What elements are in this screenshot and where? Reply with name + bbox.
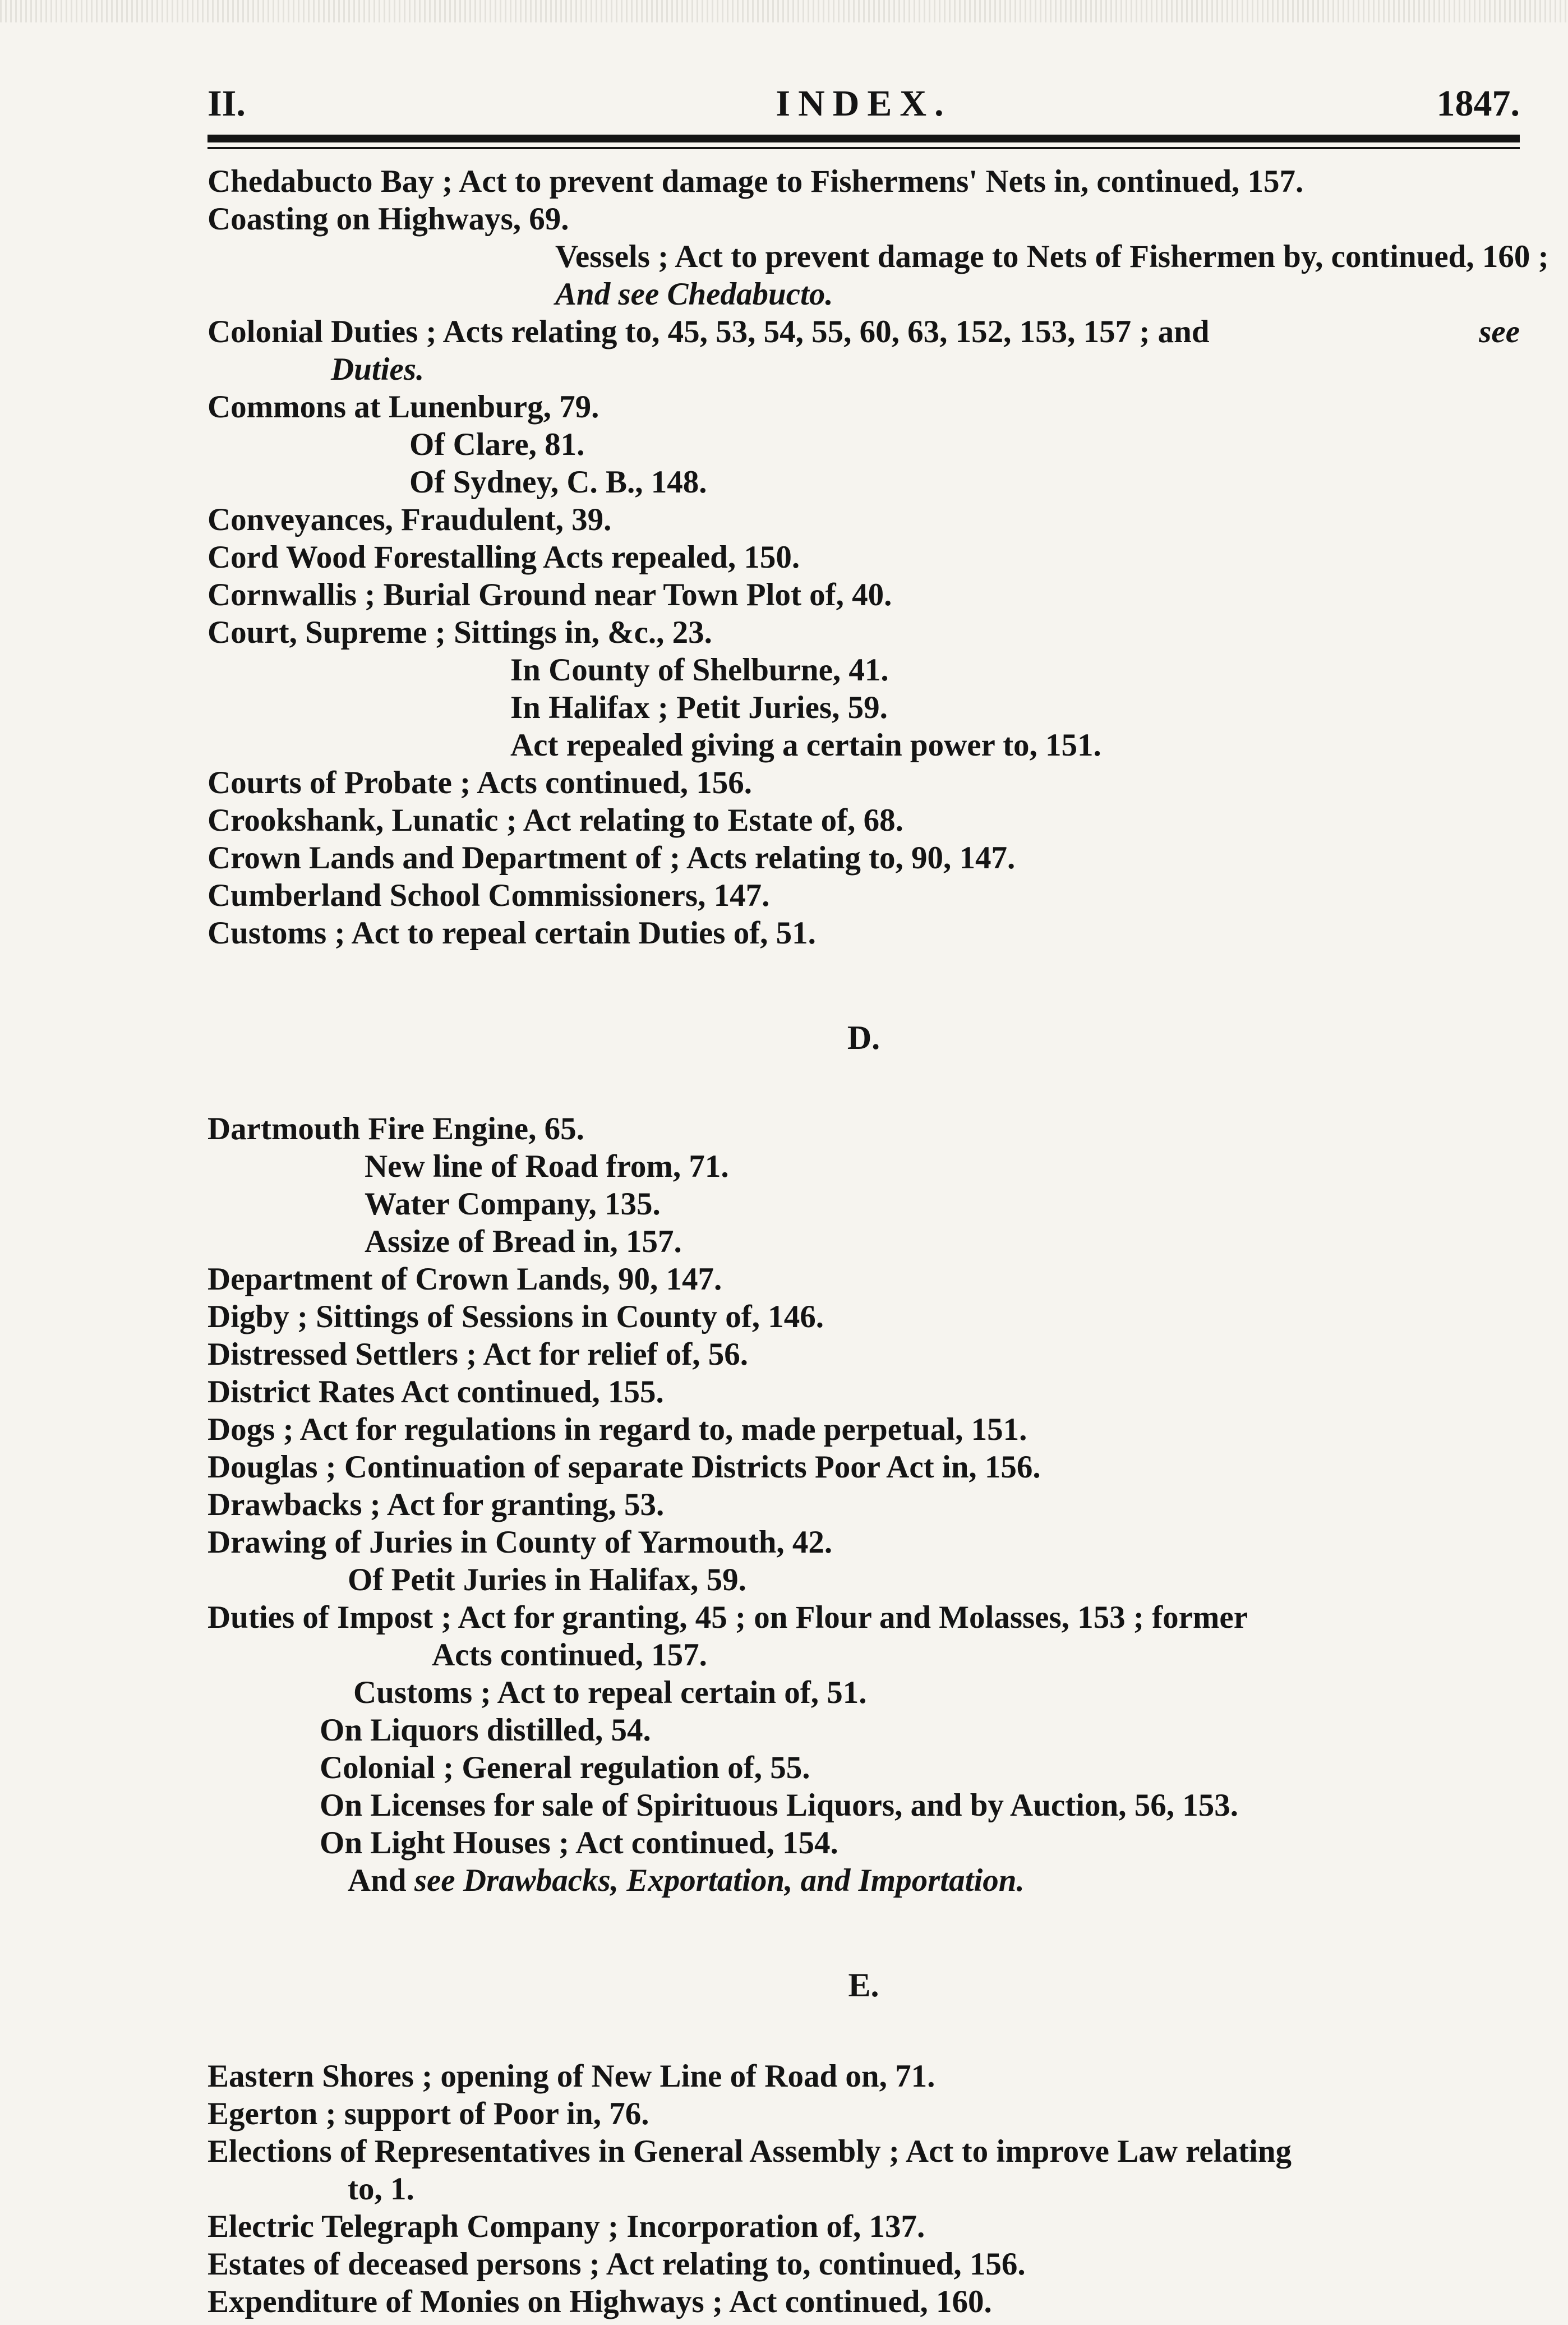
scan-edge bbox=[0, 0, 1568, 22]
index-subentry: Of Petit Juries in Halifax, 59. bbox=[348, 1562, 746, 1597]
index-entry: Commons at Lunenburg, 79. bbox=[207, 389, 599, 425]
index-subentry: Customs ; Act to repeal certain of, 51. bbox=[353, 1675, 867, 1710]
index-entry: Dogs ; Act for regulations in regard to, made perpetual, 151. bbox=[207, 1412, 1027, 1447]
index-subentry: Of Sydney, C. B., 148. bbox=[409, 464, 707, 500]
cross-reference-text: see Drawbacks, Exportation, and Importation. bbox=[414, 1863, 1025, 1898]
index-subentry: Vessels ; Act to prevent damage to Nets of Fishermen by, continued, 160 ; bbox=[555, 239, 1549, 274]
index-entry bbox=[207, 313, 1520, 351]
index-entry: Drawbacks ; Act for granting, 53. bbox=[207, 1487, 665, 1522]
page-title: INDEX. bbox=[776, 83, 952, 124]
index-entry: Court, Supreme ; Sittings in, &c., 23. bbox=[207, 615, 712, 650]
index-subentry: Water Company, 135. bbox=[365, 1186, 661, 1222]
index-entry: Electric Telegraph Company ; Incorporation of, 137. bbox=[207, 2209, 925, 2244]
index-subentry: In Halifax ; Petit Juries, 59. bbox=[510, 690, 888, 725]
index-entry: Digby ; Sittings of Sessions in County of, 146. bbox=[207, 1299, 824, 1334]
index-entry: Expenditure of Monies on Highways ; Act continued, 160. bbox=[207, 2284, 992, 2319]
index-entry: Douglas ; Continuation of separate Districts Poor Act in, 156. bbox=[207, 1449, 1041, 1485]
page-header bbox=[207, 73, 1520, 135]
index-subentry: Acts continued, 157. bbox=[432, 1637, 707, 1673]
index-subentry: Of Clare, 81. bbox=[409, 427, 585, 462]
cross-reference-text: Duties. bbox=[331, 352, 425, 387]
index-subentry: New line of Road from, 71. bbox=[365, 1149, 729, 1184]
index-subentry: Assize of Bread in, 157. bbox=[365, 1224, 682, 1259]
index-entry: Elections of Representatives in General Assembly ; Act to improve Law relating bbox=[207, 2134, 1292, 2169]
section-letter-e: E. bbox=[848, 1967, 879, 2004]
section-letter-d: D. bbox=[847, 1019, 880, 1056]
index-content bbox=[207, 163, 1549, 2321]
index-cross-reference bbox=[207, 351, 1520, 388]
index-subentry: On Licenses for sale of Spirituous Liquors, and by Auction, 56, 153. bbox=[320, 1788, 1238, 1823]
page-year: 1847. bbox=[1436, 83, 1520, 124]
index-entry: Cumberland School Commissioners, 147. bbox=[207, 878, 770, 913]
index-entry: Cord Wood Forestalling Acts repealed, 150. bbox=[207, 540, 800, 575]
index-entry: Distressed Settlers ; Act for relief of, 56. bbox=[207, 1337, 748, 1372]
index-entry: Conveyances, Fraudulent, 39. bbox=[207, 502, 612, 537]
index-entry: Department of Crown Lands, 90, 147. bbox=[207, 1262, 722, 1297]
index-entry: Dartmouth Fire Engine, 65. bbox=[207, 1111, 584, 1147]
index-entry: Estates of deceased persons ; Act relating to, continued, 156. bbox=[207, 2246, 1026, 2282]
cross-reference-and: And bbox=[348, 1863, 407, 1898]
cross-reference-text: And see Chedabucto. bbox=[555, 277, 833, 312]
index-entry: Crookshank, Lunatic ; Act relating to Estate of, 68. bbox=[207, 803, 903, 838]
index-cross-reference bbox=[207, 275, 1520, 313]
index-entry: Eastern Shores ; opening of New Line of Road on, 71. bbox=[207, 2059, 935, 2094]
index-entry: Duties of Impost ; Act for granting, 45 ; on Flour and Molasses, 153 ; former bbox=[207, 1600, 1248, 1635]
index-entry: Coasting on Highways, 69. bbox=[207, 201, 569, 237]
index-see-word: see bbox=[1479, 314, 1520, 349]
index-subentry: Colonial ; General regulation of, 55. bbox=[320, 1750, 810, 1785]
header-rule-thick bbox=[207, 135, 1520, 142]
index-subentry: In County of Shelburne, 41. bbox=[510, 652, 889, 688]
index-cross-reference bbox=[207, 1862, 1520, 1899]
index-entry: Egerton ; support of Poor in, 76. bbox=[207, 2096, 649, 2131]
page-number: II. bbox=[207, 83, 246, 124]
index-entry: Courts of Probate ; Acts continued, 156. bbox=[207, 765, 753, 800]
index-entry: District Rates Act continued, 155. bbox=[207, 1374, 664, 1410]
index-entry-text: Colonial Duties ; Acts relating to, 45, 53, 54, 55, 60, 63, 152, 153, 157 ; and bbox=[207, 314, 1210, 349]
index-subentry: On Light Houses ; Act continued, 154. bbox=[320, 1825, 838, 1861]
header-rule-thin bbox=[207, 147, 1520, 149]
index-entry: Drawing of Juries in County of Yarmouth, 42. bbox=[207, 1525, 833, 1560]
index-subentry: On Liquors distilled, 54. bbox=[320, 1712, 651, 1748]
index-entry: Customs ; Act to repeal certain Duties of, 51. bbox=[207, 915, 816, 951]
index-entry: Cornwallis ; Burial Ground near Town Plot of, 40. bbox=[207, 577, 892, 613]
index-subentry: to, 1. bbox=[348, 2171, 414, 2207]
index-subentry: Act repealed giving a certain power to, 151. bbox=[510, 728, 1101, 763]
index-entry: Chedabucto Bay ; Act to prevent damage to Fishermens' Nets in, continued, 157. bbox=[207, 164, 1304, 199]
index-entry: Crown Lands and Department of ; Acts relating to, 90, 147. bbox=[207, 840, 1016, 876]
